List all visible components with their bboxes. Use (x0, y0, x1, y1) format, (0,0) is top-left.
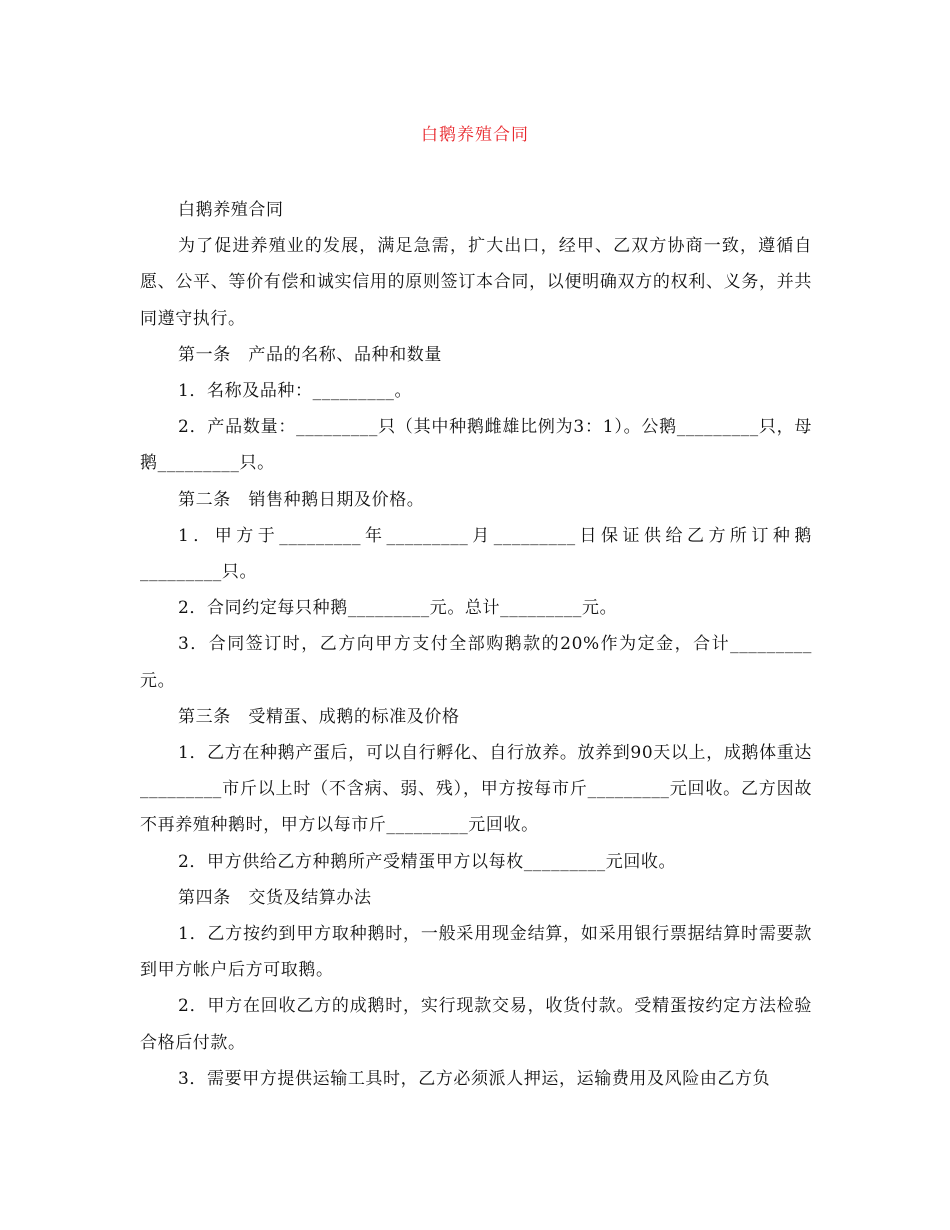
document-title: 白鹅养殖合同 (421, 125, 529, 145)
article-1-item-1: 1．名称及品种：_________。 (178, 381, 413, 402)
paragraph-preamble: 为了促进养殖业的发展，满足急需，扩大出口，经甲、乙双方协商一致，遵循自愿、公平、等价有偿和诚实信用的原则签订本合同，以便明确双方的权利、义务，并共同遵守执行。 (140, 236, 812, 329)
article-4-item-1: 1．乙方按约到甲方取种鹅时，一般采用现金结算，如采用银行票据结算时需要款到甲方帐户后方可取鹅。 (140, 924, 812, 981)
article-2-heading: 第二条 销售种鹅日期及价格。 (178, 489, 425, 510)
article-1-item-2: 2．产品数量：_________只（其中种鹅雌雄比例为3：1）。公鹅_________只，母鹅_________只。 (140, 417, 812, 474)
article-3-heading: 第三条 受精蛋、成鹅的标准及价格 (178, 706, 460, 727)
article-4-item-3: 3．需要甲方提供运输工具时，乙方必须派人押运，运输费用及风险由乙方负 (178, 1068, 771, 1089)
article-3-item-2: 2．甲方供给乙方种鹅所产受精蛋甲方以每枚_________元回收。 (178, 851, 677, 872)
article-2-item-3: 3．合同签订时，乙方向甲方支付全部购鹅款的20%作为定金，合计_________元。 (140, 634, 812, 691)
article-4-item-2: 2．甲方在回收乙方的成鹅时，实行现款交易，收货付款。受精蛋按约定方法检验合格后付款。 (140, 996, 812, 1053)
article-1-heading: 第一条 产品的名称、品种和数量 (178, 344, 442, 365)
article-2-item-1: 1．甲方于_________年_________月_________日保证供给乙方所订种鹅_________只。 (140, 525, 812, 583)
article-4-heading: 第四条 交货及结算办法 (178, 887, 372, 908)
article-3-item-1: 1．乙方在种鹅产蛋后，可以自行孵化、自行放养。放养到90天以上，成鹅体重达_________市斤以上时（不含病、弱、残），甲方按每市斤_________元回收。乙方因故不再养殖种鹅时，甲方以每市斤_________元回收。 (140, 743, 812, 836)
document-body (140, 192, 812, 1097)
article-2-item-2: 2．合同约定每只种鹅_________元。总计_________元。 (178, 598, 618, 619)
paragraph-heading-repeat: 白鹅养殖合同 (178, 200, 284, 220)
